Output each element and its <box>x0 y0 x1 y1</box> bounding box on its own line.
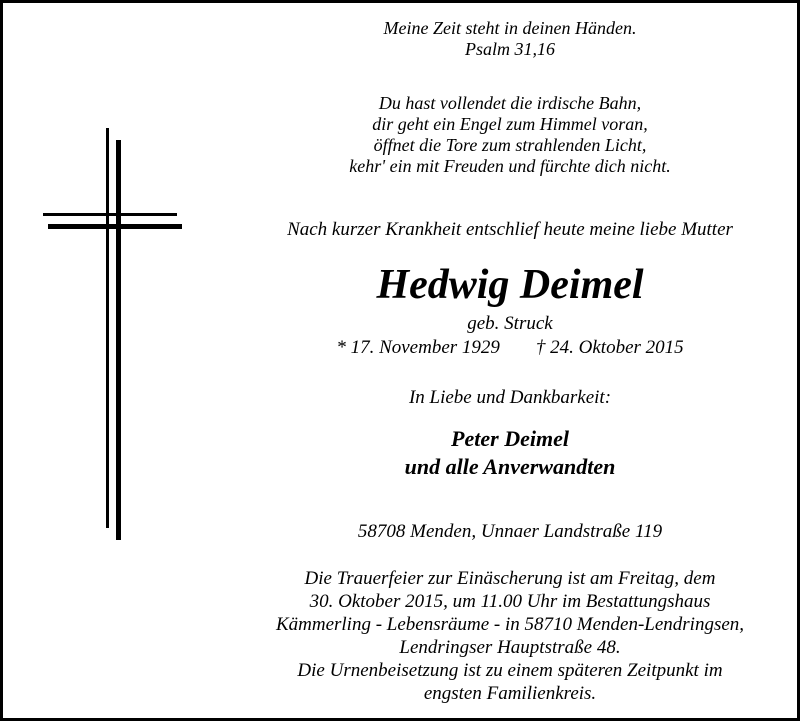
ceremony-line: Die Trauerfeier zur Einäscherung ist am Freitag, dem <box>304 568 716 589</box>
poem-line: öffnet die Tore zum strahlenden Licht, <box>373 135 647 155</box>
verse-reference: Psalm 31,16 <box>465 39 555 59</box>
poem-line: kehr' ein mit Freuden und fürchte dich nicht. <box>349 156 671 176</box>
verse-text: Meine Zeit steht in deinen Händen. <box>383 18 637 38</box>
intro-text: Nach kurzer Krankheit entschlief heute meine liebe Mutter <box>287 219 733 240</box>
poem-line: dir geht ein Engel zum Himmel voran, <box>372 114 648 134</box>
life-dates <box>230 337 790 358</box>
poem-line: Du hast vollendet die irdische Bahn, <box>378 93 642 113</box>
mourner-group: und alle Anverwandten <box>404 454 616 479</box>
ceremony-line: engsten Familienkreis. <box>423 683 597 704</box>
birth-name: geb. Struck <box>467 313 553 334</box>
ceremony-line: Lendringser Hauptstraße 48. <box>399 637 621 658</box>
mourners-intro: In Liebe und Dankbarkeit: <box>408 387 612 408</box>
death-date: † 24. Oktober 2015 <box>535 337 684 358</box>
birth-date: * 17. November 1929 <box>336 337 500 358</box>
cross-icon <box>0 0 200 560</box>
ceremony-line: 30. Oktober 2015, um 11.00 Uhr im Bestattungshaus <box>309 591 711 612</box>
mourner-name: Peter Deimel <box>451 426 569 451</box>
address: 58708 Menden, Unnaer Landstraße 119 <box>357 521 663 542</box>
deceased-name: Hedwig Deimel <box>376 262 644 308</box>
ceremony-line: Kämmerling - Lebensräume - in 58710 Menden-Lendringsen, <box>275 614 745 635</box>
ceremony-line: Die Urnenbeisetzung ist zu einem späteren Zeitpunkt im <box>297 660 723 681</box>
